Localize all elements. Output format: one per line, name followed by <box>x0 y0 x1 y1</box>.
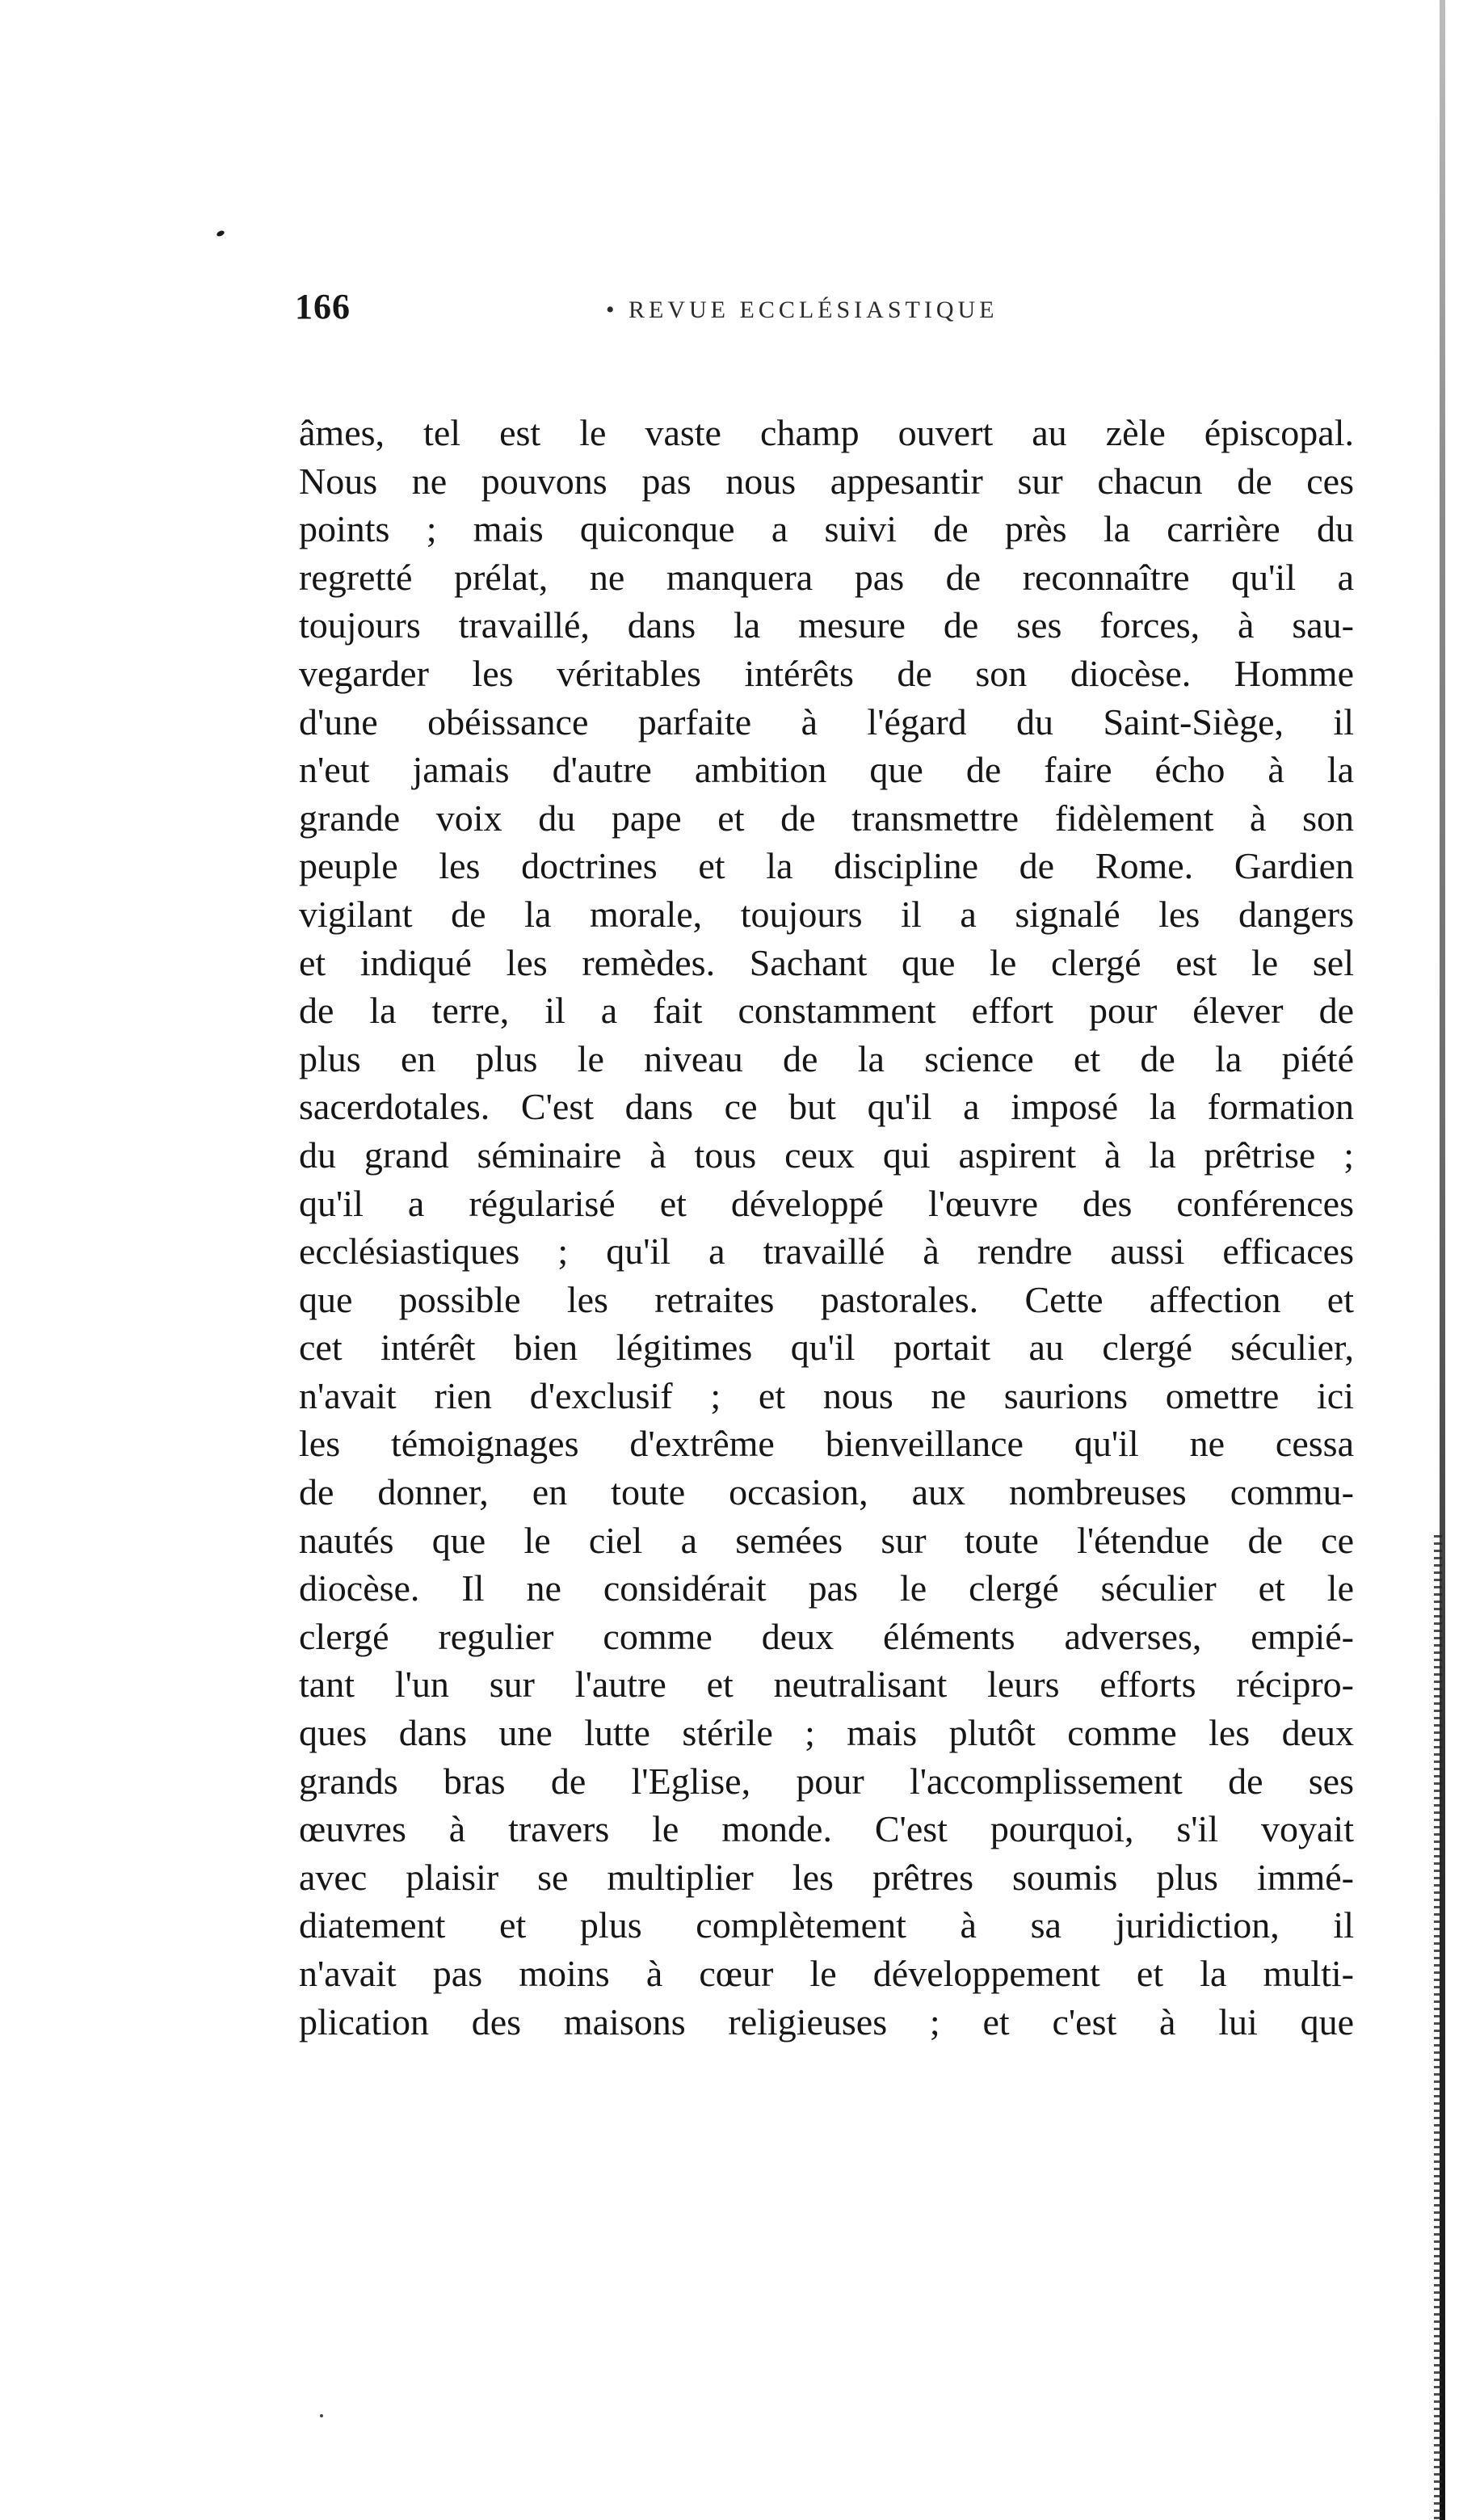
text-line: clergé regulier comme deux éléments adverses, empié- <box>299 1615 1354 1657</box>
text-line: grands bras de l'Eglise, pour l'accomplissement de ses <box>299 1760 1354 1802</box>
text-line: n'eut jamais d'autre ambition que de faire écho à la <box>299 749 1354 791</box>
text-line: que possible les retraites pastorales. Cette affection et <box>299 1278 1354 1320</box>
text-line: de donner, en toute occasion, aux nombreuses commu- <box>299 1471 1354 1513</box>
page-number: 166 <box>295 287 351 326</box>
text-line: toujours travaillé, dans la mesure de ses forces, à sau- <box>299 604 1354 646</box>
text-line: peuple les doctrines et la discipline de Rome. Gardien <box>299 845 1354 887</box>
text-line: grande voix du pape et de transmettre fidèlement à son <box>299 797 1354 839</box>
text-line: n'avait pas moins à cœur le développement et la multi- <box>299 1953 1354 1994</box>
text-line: avec plaisir se multiplier les prêtres soumis plus immé- <box>299 1856 1354 1898</box>
text-line: âmes, tel est le vaste champ ouvert au zèle épiscopal. <box>299 412 1354 453</box>
text-line: ques dans une lutte stérile ; mais plutôt comme les deux <box>299 1712 1354 1754</box>
text-line: cet intérêt bien légitimes qu'il portait au clergé séculier, <box>299 1327 1354 1369</box>
binding-texture <box>1434 1535 1442 2520</box>
text-line: sacerdotales. C'est dans ce but qu'il a imposé la formation <box>299 1086 1354 1128</box>
running-head: • REVUE ECCLÉSIASTIQUE <box>606 297 998 323</box>
text-line: œuvres à travers le monde. C'est pourquoi, s'il voyait <box>299 1808 1354 1850</box>
text-line: n'avait rien d'exclusif ; et nous ne saurions omettre ici <box>299 1374 1354 1416</box>
text-line: nautés que le ciel a semées sur toute l'étendue de ce <box>299 1519 1354 1561</box>
text-line: vegarder les véritables intérêts de son diocèse. Homme <box>299 652 1354 694</box>
text-line: plication des maisons religieuses ; et c'est à lui que <box>299 2000 1354 2043</box>
text-line: diatement et plus complètement à sa juridiction, il <box>299 1904 1354 1946</box>
text-line: diocèse. Il ne considérait pas le clergé séculier et le <box>299 1567 1354 1609</box>
text-line: plus en plus le niveau de la science et de la piété <box>299 1037 1354 1079</box>
text-line: qu'il a régularisé et développé l'œuvre des conférences <box>299 1182 1354 1224</box>
page-header <box>295 284 1361 333</box>
ink-speck <box>216 229 225 238</box>
text-line: ecclésiastiques ; qu'il a travaillé à rendre aussi efficaces <box>299 1231 1354 1273</box>
text-line: de la terre, il a fait constamment effort pour élever de <box>299 990 1354 1032</box>
text-line: regretté prélat, ne manquera pas de reconnaître qu'il a <box>299 556 1354 598</box>
text-line: points ; mais quiconque a suivi de près la carrière du <box>299 508 1354 550</box>
text-line: du grand séminaire à tous ceux qui aspirent à la prêtrise ; <box>299 1134 1354 1176</box>
text-line: vigilant de la morale, toujours il a signalé les dangers <box>299 893 1354 935</box>
text-line: d'une obéissance parfaite à l'égard du Saint-Siège, il <box>299 700 1354 743</box>
body-text <box>299 409 1354 2046</box>
text-line: et indiqué les remèdes. Sachant que le clergé est le sel <box>299 941 1354 983</box>
text-line: Nous ne pouvons pas nous appesantir sur chacun de ces <box>299 460 1354 502</box>
text-line: tant l'un sur l'autre et neutralisant leurs efforts récipro- <box>299 1664 1354 1706</box>
text-line: les témoignages d'extrême bienveillance qu'il ne cessa <box>299 1423 1354 1465</box>
ink-dot <box>320 2414 323 2417</box>
